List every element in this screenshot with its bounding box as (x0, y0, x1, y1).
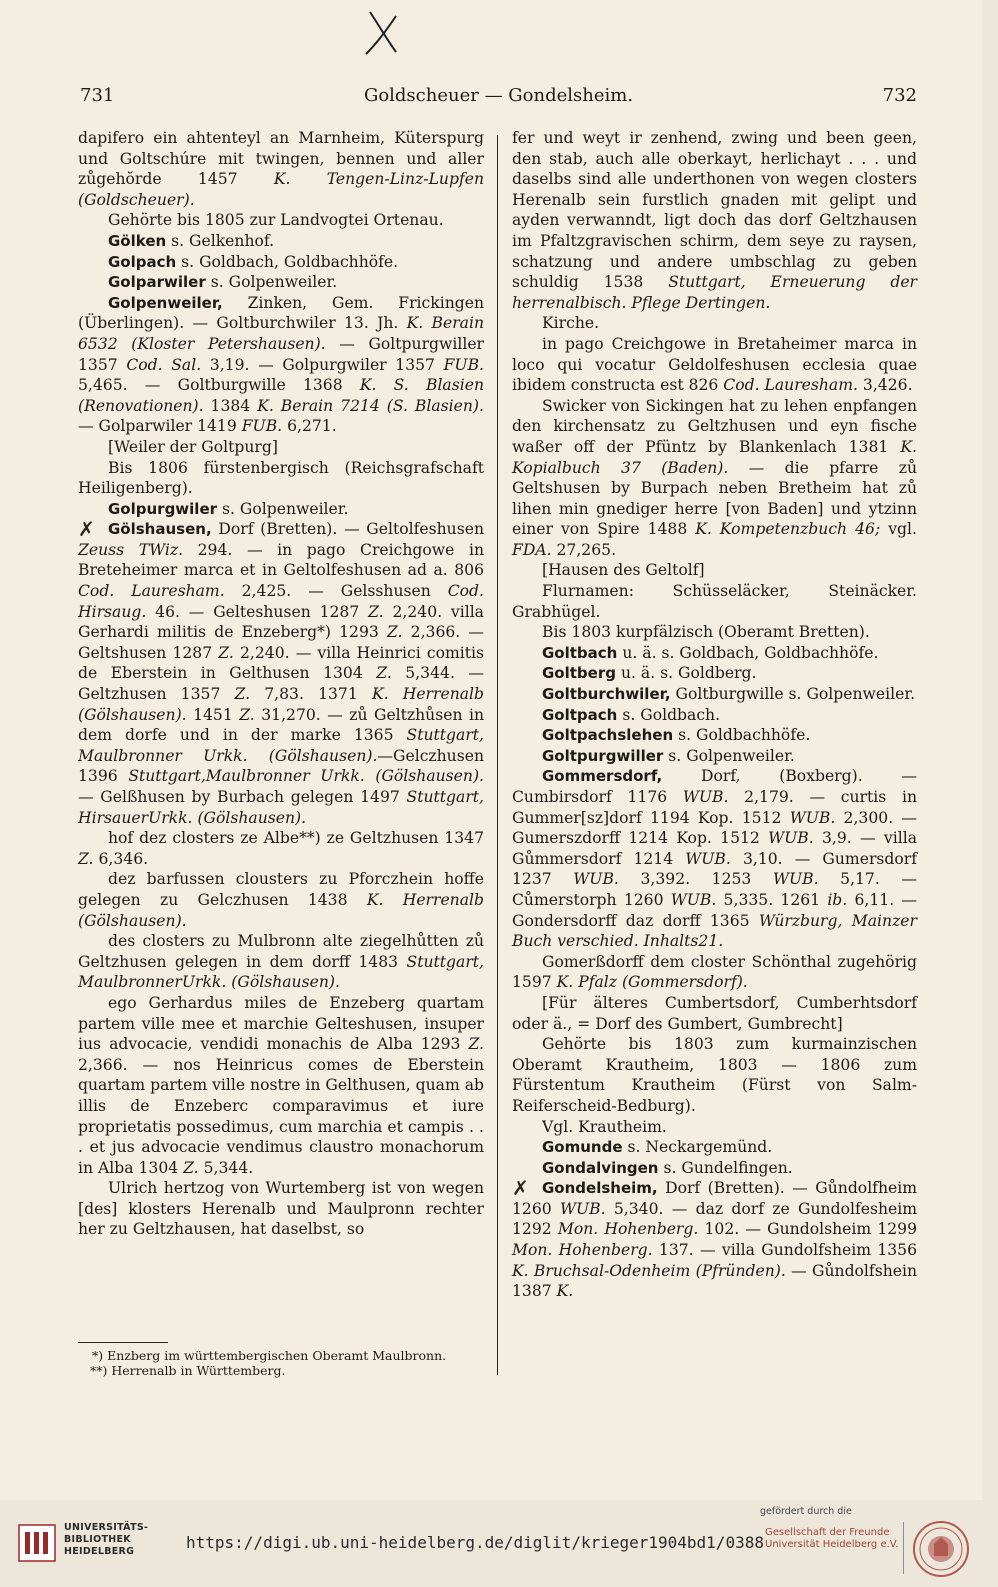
entry-headword: Goltpach (542, 705, 618, 724)
source-citation: Z. (386, 623, 403, 642)
text-run: — Goltpurgwiller 1357 (78, 334, 485, 374)
text-run: s. Goldbachhöfe. (673, 726, 811, 745)
sponsor-name (765, 1527, 899, 1551)
paragraph (512, 334, 917, 396)
text-run: 294. — in pago Creichgowe in Breteheimer marca et in Geltolfeshusen ad a. 806 (78, 540, 484, 580)
text-run: dapifero ein ahtenteyl an Marnheim, Küterspurg und Goltschúre mit twingen, bennen und aller zůgehŏrde 1457 (78, 129, 484, 189)
text-run: Gomerßdorff dem closter Schönthal zugehörig 1597 (512, 952, 917, 992)
source-citation: WUB. (768, 829, 814, 848)
page-number-left: 731 (80, 85, 115, 106)
left-column (78, 128, 484, 1240)
paragraph (512, 952, 917, 993)
text-run: 1451 (186, 705, 240, 724)
text-run: 2,425. — Gelsshusen (224, 582, 448, 601)
text-run: Bis 1803 kurpfälzisch (Oberamt Bretten). (542, 623, 870, 642)
paragraph (512, 396, 917, 561)
text-run: 27,265. (551, 540, 617, 559)
source-citation: Z. (78, 849, 94, 868)
text-run: s. Goldbach, Goldbachhöfe. (176, 252, 399, 271)
entry-headword: Gondelsheim, (542, 1179, 658, 1198)
text-run: [Hausen des Geltolf] (542, 561, 705, 580)
footer-divider (903, 1522, 904, 1574)
source-citation: WUB. (559, 1199, 606, 1218)
paragraph (78, 869, 484, 931)
source-citation: WUB. (789, 808, 836, 827)
text-run: 2,240. — villa Heinrici comitis de Eberstein in Gelthusen 1304 (78, 643, 485, 683)
paragraph (78, 210, 484, 231)
library-logo-icon (18, 1524, 56, 1562)
text-run: s. Golpenweiler. (663, 746, 795, 765)
lexicon-entry (78, 293, 484, 437)
footnote-rule (78, 1342, 168, 1343)
right-column (512, 128, 917, 1302)
paragraph (512, 581, 917, 622)
text-run: Swicker von Sickingen hat zu lehen enpfangen den kirchensatz zu Geltzhusen und eyn fische waßer off der Pfüntz by Blankenlach 1381 (512, 396, 917, 456)
entry-headword: Golpach (108, 252, 177, 271)
text-run: 5,340. — daz dorf ze Gundolfesheim 1292 (512, 1199, 917, 1239)
lexicon-entry (78, 252, 484, 273)
entry-headword: Gommersdorf, (542, 767, 663, 786)
source-citation: WUB. (573, 870, 619, 889)
text-run: Dorf (Bretten). — Geltolfeshusen (211, 520, 484, 539)
lexicon-entry (512, 1137, 917, 1158)
lexicon-entry (512, 705, 917, 726)
entry-headword: Golpenweiler, (108, 293, 223, 312)
text-run: Kirche. (542, 314, 600, 333)
source-citation: K. Herrenalb (Gölshausen). (78, 685, 485, 724)
text-run: 46. — Gelteshusen 1287 (146, 602, 369, 621)
source-citation: Cod. Lauresham. (723, 376, 858, 395)
source-citation: K. Kopialbuch 37 (Baden). (512, 437, 917, 477)
text-run: s. Gundelfingen. (658, 1158, 793, 1177)
paragraph (512, 560, 917, 581)
paragraph (512, 1117, 917, 1138)
text-run: 3,19. — Golpurgwiler 1357 (201, 355, 444, 374)
text-run: 5,344. (198, 1158, 254, 1177)
text-run: 2,300. — Gumerszdorff 1214 Kop. 1512 (512, 808, 918, 848)
paragraph (512, 1034, 917, 1116)
entry-headword: Goltburchwiler, (542, 685, 671, 704)
text-run: s. Golpenweiler. (205, 273, 338, 292)
text-run: des closters zu Mulbronn alte ziegelhůtten zů Geltzhusen gelegen in dem dorff 1483 (78, 932, 484, 971)
text-run: Flurnamen: Schüsseläcker, Steinäcker. Grabhügel. (512, 582, 917, 621)
source-citation: Stuttgart, Erneuerung der herrenalbisch. Pflege Dertingen. (512, 273, 918, 312)
text-run: 2,366. — nos Heinricus comes de Eberstein quartam partem ville nostre in Gelthusen, quam ab illis de Enzeberc comparavimus et iure proprietatis possedimus, cum marchia et campis . . . et jus advocacie vendimus claustro monachorum in Alba 1304 (78, 1055, 484, 1177)
lexicon-entry (512, 766, 917, 951)
text-run: Bis 1806 fürstenbergisch (Reichsgrafschaft Heiligenberg). (78, 458, 484, 498)
footnote: **) Herrenalb in Württemberg. (90, 1363, 286, 1378)
text-run: in pago Creichgowe in Bretaheimer marca in loco qui vocatur Geldolfeshusen ecclesia quae ibidem constructa est 826 (512, 334, 917, 395)
text-run: 2,179. — curtis in Gummer[sz]dorf 1194 Kop. 1512 (512, 788, 917, 827)
library-name (64, 1522, 148, 1558)
text-run: Goltburgwille s. Golpenweiler. (670, 685, 916, 704)
paragraph (78, 1178, 484, 1240)
running-header (80, 85, 917, 109)
source-citation: K. Berain 6532 (Kloster Petershausen). (78, 314, 484, 353)
text-run: s. Neckargemünd. (622, 1138, 773, 1157)
paragraph (78, 828, 484, 869)
footnote: *) Enzberg im württembergischen Oberamt Maulbronn. (92, 1348, 447, 1363)
text-run: 3,9. — villa Gůmmersdorf 1214 (512, 829, 917, 868)
text-run: [Weiler der Goltpurg] (108, 437, 278, 456)
text-run: 5,335. 1261 (716, 890, 828, 909)
entry-headword: Gondalvingen (542, 1158, 659, 1177)
text-run: hof dez closters ze Albe**) ze Geltzhusen 1347 (108, 829, 484, 848)
entry-headword: Gölshausen, (108, 520, 212, 539)
source-citation: WUB. (670, 890, 717, 909)
lexicon-entry (512, 746, 917, 767)
source-citation: K. Tengen-Linz-Lupfen (Goldscheuer). (78, 170, 484, 209)
text-run: 6,271. (282, 417, 337, 436)
text-run: Dorf, (Boxberg). — Cumbirsdorf 1176 (512, 767, 917, 806)
text-run: ego Gerhardus miles de Enzeberg quartam partem ville mee et marchie Gelteshusen, insuper ius advocacie, vendidi monachis de Alba 1293 (78, 993, 484, 1054)
paragraph (78, 993, 484, 1178)
source-citation: Cod. Sal. (126, 355, 202, 374)
source-citation: Mon. Hohenberg. (512, 1241, 653, 1260)
text-run: 31,270. — zů Geltzhůsen in dem dorfe und in der marke 1365 (78, 705, 484, 745)
source-citation: WUB. (682, 788, 729, 806)
source-citation: FDA. (512, 540, 552, 559)
source-citation: FUB. (241, 417, 283, 436)
paragraph (512, 993, 917, 1034)
text-run: 3,10. — Gumersdorf 1237 (512, 849, 917, 889)
source-citation: Würzburg, Mainzer Buch verschied. Inhalts21. (512, 911, 917, 951)
text-run: Gehörte bis 1803 zum kurmainzischen Oberamt Krautheim, 1803 — 1806 zum Fürstentum Krautheim (Fürst von Salm-Reiferscheid-Bedburg). (512, 1035, 917, 1115)
source-citation: Z. (376, 664, 392, 683)
paragraph (78, 458, 484, 499)
text-run: — Gůndolfshein 1387 (512, 1261, 917, 1301)
text-run: Vgl. Krautheim. (542, 1117, 667, 1136)
page-number-right: 732 (882, 85, 917, 106)
source-citation: K. Pfalz (Gommersdorf). (556, 973, 748, 992)
entry-headword: Golparwiler (108, 273, 206, 292)
sponsor-line: Gesellschaft der Freunde (765, 1527, 890, 1538)
paragraph (512, 128, 917, 313)
text-run: fer und weyt ir zenhend, zwing und been geen, den stab, auch alle oberkayt, herlichayt . . . und daselbs sind alle underthonen von wegen closters Herenalb sein furstlich gnaden mit gelipt und ayden verwanndt, ligt doch das dorf Geltzhausen im Pfaltzgravischen schirm, dem seye zu raysen, schatzung und andere umbschlag zu geben schuldig 1538 (512, 129, 917, 292)
lexicon-entry (78, 499, 484, 520)
text-run: 5,465. — Goltburgwille 1368 (78, 376, 360, 395)
lexicon-entry (512, 1158, 917, 1179)
paragraph (78, 931, 484, 993)
lexicon-entry (78, 272, 484, 293)
text-run: 7,83. 1371 (250, 685, 372, 704)
text-run: u. ä. s. Goldbach, Goldbachhöfe. (617, 643, 879, 662)
entry-headword: Goltbach (542, 643, 618, 662)
text-run: 2,366. — Geltshusen 1287 (78, 623, 484, 662)
paragraph (78, 128, 484, 210)
source-citation: Z. (218, 643, 234, 662)
library-name-line: HEIDELBERG (64, 1546, 135, 1557)
text-run: — die pfarre zů Geltshusen by Burpach neben Bretheim hat zů lihen min gnediger herre [von Baden] und ytzinn einer von Spire 1488 (512, 458, 917, 539)
text-run: 1384 (203, 396, 258, 415)
source-citation: Cod. Hirsaug. (78, 582, 484, 621)
lexicon-entry (512, 684, 917, 705)
lexicon-entry (78, 231, 484, 252)
handwritten-x-mark (362, 8, 402, 56)
permalink-url[interactable]: https://digi.ub.uni-heidelberg.de/diglit/krieger1904bd1/0388 (186, 1533, 764, 1552)
source-citation: WUB. (685, 849, 731, 868)
text-run: dez barfussen clousters zu Pforczhein hoffe gelegen zu Gelczhusen 1438 (78, 870, 484, 909)
source-citation: Cod. Lauresham. (78, 582, 225, 601)
viewer-footer (0, 1500, 998, 1587)
text-run: Dorf (Bretten). — Gůndolfheim 1260 (512, 1179, 917, 1218)
source-citation: ib. (827, 890, 848, 909)
text-run: 3,392. 1253 (618, 870, 773, 889)
text-run: Zinken, Gem. Frickingen (Überlingen). — Goltburchwiler 13. Jh. (78, 293, 484, 333)
source-citation: K. Kompetenzbuch 46; (695, 520, 881, 539)
column-divider (497, 135, 498, 1375)
lexicon-entry (512, 725, 917, 746)
source-citation: Stuttgart, Maulbronner Urkk. (Gölshausen). (78, 726, 484, 765)
entry-headword: Gölken (108, 231, 167, 250)
paragraph (512, 622, 917, 643)
source-citation: Zeuss TWiz. (78, 540, 184, 559)
source-citation: Mon. Hohenberg. (557, 1220, 699, 1239)
text-run: —Gelczhusen 1396 (78, 746, 484, 786)
entry-headword: Golpurgwiler (108, 499, 218, 518)
paragraph (78, 437, 484, 458)
entry-headword: Goltpurgwiller (542, 746, 664, 765)
library-name-line: UNIVERSITÄTS- (64, 1522, 149, 1533)
source-citation: Stuttgart, HirsauerUrkk. (Gölshausen). (78, 788, 484, 827)
source-citation: FUB. (443, 355, 484, 374)
text-run: — Golparwiler 1419 (78, 417, 242, 436)
source-citation: K. Berain 7214 (S. Blasien). (257, 396, 484, 415)
lexicon-entry (512, 643, 917, 664)
text-run: vgl. (880, 520, 917, 539)
text-run: 6,11. — Gondersdorff daz dorff 1365 (512, 890, 917, 930)
text-run: s. Gelkenhof. (166, 231, 275, 250)
university-seal-icon (910, 1520, 972, 1578)
entry-headword: Goltpachslehen (542, 726, 674, 745)
funded-by-label: gefördert durch die (760, 1506, 852, 1517)
text-run: 102. — Gundolsheim 1299 (698, 1220, 917, 1239)
text-run: 2,240. villa Gerhardi militis de Enzeberg*) 1293 (78, 602, 484, 642)
source-citation: Z. (468, 1035, 484, 1054)
source-citation: Stuttgart,Maulbronner Urkk. (Gölshausen). (128, 767, 484, 786)
source-citation: Z. (234, 685, 251, 704)
footnotes (78, 1348, 484, 1378)
source-citation: Stuttgart, MaulbronnerUrkk. (Gölshausen). (78, 952, 484, 992)
source-citation: K. (556, 1282, 574, 1301)
text-run: s. Goldbach. (617, 705, 721, 724)
source-citation: Z. (368, 602, 384, 621)
paragraph (512, 313, 917, 334)
text-run: 6,346. (93, 849, 149, 868)
text-run: Gehörte bis 1805 zur Landvogtei Ortenau. (108, 211, 444, 230)
lexicon-entry (512, 663, 917, 684)
source-citation: WUB. (772, 870, 819, 889)
text-run: u. ä. s. Goldberg. (615, 664, 757, 683)
sponsor-line: Universität Heidelberg e.V. (765, 1539, 899, 1550)
source-citation: K. Bruchsal-Odenheim (Pfründen). (512, 1261, 786, 1280)
text-run: s. Golpenweiler. (217, 499, 349, 518)
source-citation: K. S. Blasien (Renovationen). (78, 376, 484, 415)
lexicon-entry (78, 519, 484, 828)
text-run: 137. — villa Gundolfsheim 1356 (652, 1241, 918, 1260)
source-citation: Z. (239, 705, 255, 724)
text-run: 5,344. — Geltzhusen 1357 (78, 664, 484, 704)
source-citation: K. Herrenalb (Gölshausen). (78, 890, 484, 930)
text-run: 5,17. — Cůmerstorph 1260 (512, 870, 917, 909)
running-title: Goldscheuer — Gondelsheim. (363, 85, 634, 106)
text-run: 3,426. (857, 376, 913, 395)
text-run: Ulrich hertzog von Wurtemberg ist von wegen [des] klosters Herenalb und Maulpronn rechter her zu Geltzhausen, hat daselbst, so (78, 1179, 484, 1239)
text-run: — Gelßhusen by Burbach gelegen 1497 (78, 788, 407, 806)
library-name-line: BIBLIOTHEK (64, 1534, 131, 1545)
lexicon-entry (512, 1178, 917, 1302)
source-citation: Z. (183, 1158, 199, 1177)
entry-headword: Gomunde (542, 1138, 623, 1157)
entry-headword: Goltberg (542, 664, 616, 683)
text-run: [Für älteres Cumbertsdorf, Cumberhtsdorf oder ä., = Dorf des Gumbert, Gumbrecht] (512, 993, 917, 1033)
